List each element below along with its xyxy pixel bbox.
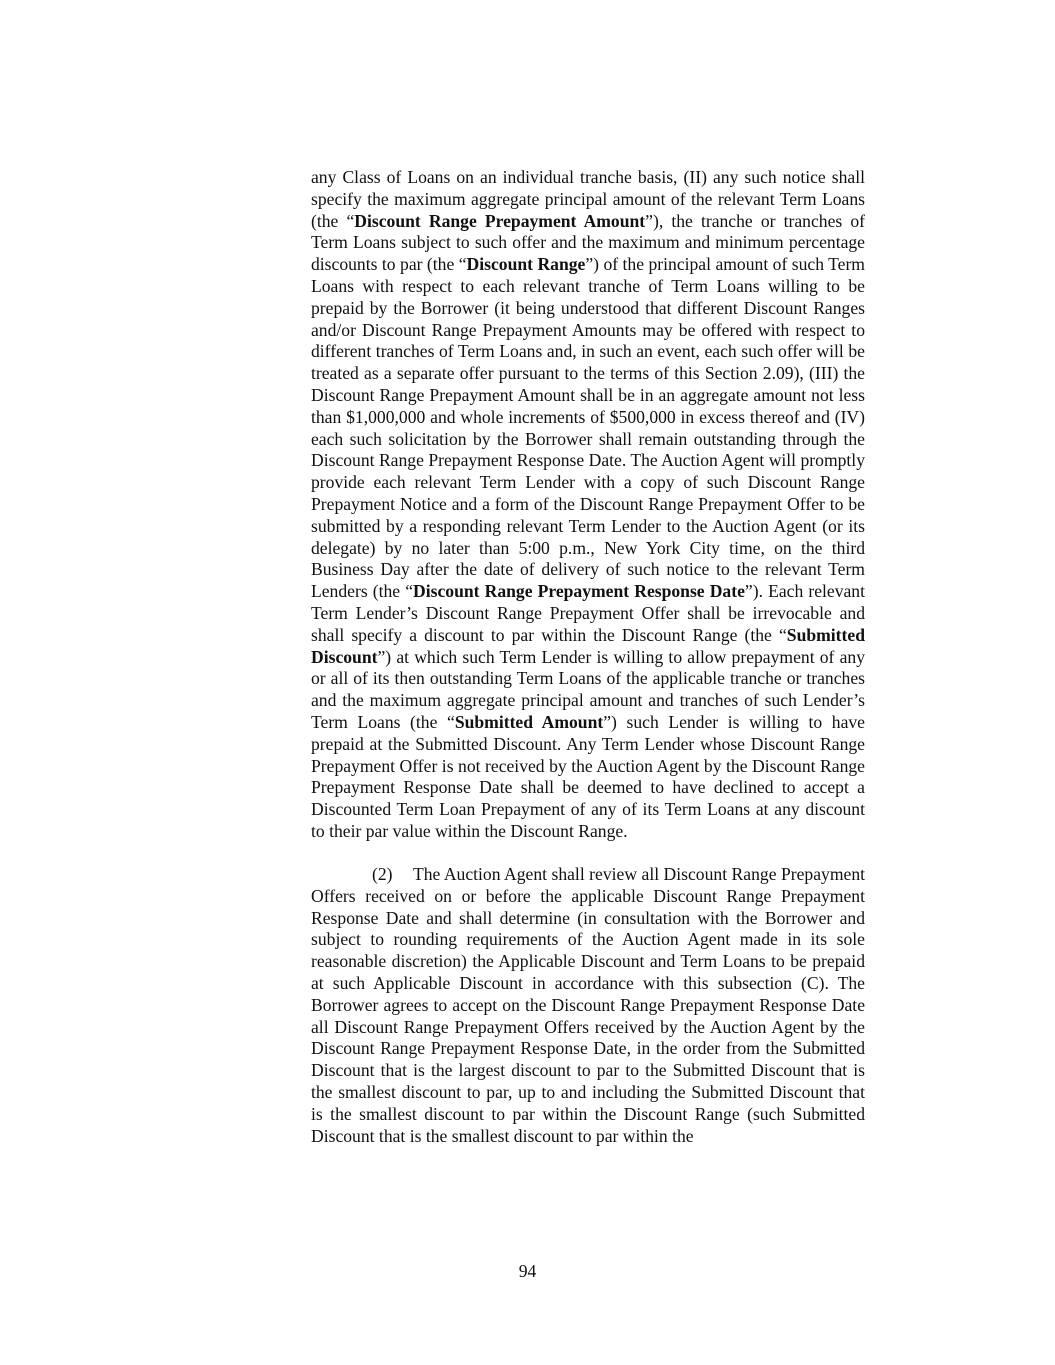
- document-body: [311, 167, 865, 1147]
- paragraph-1-text: ”) such Lender is willing to have prepaid at the Submitted Discount. Any Term Lender whose Discount Range Prepayment Offer is not received by the Auction Agent by the Discount Range Prepayment Response Date shall be deemed to have declined to accept a Discounted Term Loan Prepayment of any of its Term Loans at any discount to their par value within the Discount Range.: [311, 711, 865, 841]
- defined-term-submitted-amount: Submitted Amount: [454, 711, 604, 732]
- paragraph-1-text: ”). Each relevant Term Lender’s Discount Range Prepayment Offer shall be irrevocable and shall specify a discount to par within the Discount Range (the “: [311, 581, 865, 645]
- paragraph-1-text: any Class of Loans on an individual tranche basis, (II) any such notice shall specify the maximum aggregate principal amount of the relevant Term Loans (the “: [311, 167, 865, 231]
- paragraph-2-text: The Auction Agent shall review all Discount Range Prepayment Offers received on or before the applicable Discount Range Prepayment Response Date and shall determine (in consultation with the Borrower and subject to rounding requirements of the Auction Agent made in its sole reasonable discretion) the Applicable Discount and Term Loans to be prepaid at such Applicable Discount in accordance with this subsection (C). The Borrower agrees to accept on the Discount Range Prepayment Response Date all Discount Range Prepayment Offers received by the Auction Agent by the Discount Range Prepayment Response Date, in the order from the Submitted Discount that is the largest discount to par to the Submitted Discount that is the smallest discount to par, up to and including the Submitted Discount that is the smallest discount to par within the Discount Range (such Submitted Discount that is the smallest discount to par within the: [311, 864, 865, 1146]
- paragraph-2: [311, 864, 865, 1147]
- defined-term-discount-range: Discount Range: [466, 254, 586, 275]
- paragraph-1-text: ”) of the principal amount of such Term Loans with respect to each relevant tranche of Term Loans willing to be prepaid by the Borrower (it being understood that different Discount Ranges and/or Discount Range Prepayment Amounts may be offered with respect to different tranches of Term Loans and, in such an event, each such offer will be treated as a separate offer pursuant to the terms of this Section 2.09), (III) the Discount Range Prepayment Amount shall be in an aggregate amount not less than $1,000,000 and whole increments of $500,000 in excess thereof and (IV) each such solicitation by the Borrower shall remain outstanding through the Discount Range Prepayment Response Date. The Auction Agent will promptly provide each relevant Term Lender with a copy of such Discount Range Prepayment Notice and a form of the Discount Range Prepayment Offer to be submitted by a responding relevant Term Lender to the Auction Agent (or its delegate) by no later than 5:00 p.m., New York City time, on the third Business Day after the date of delivery of such notice to the relevant Term Lenders (the “: [311, 254, 865, 602]
- paragraph-1: [311, 167, 865, 843]
- defined-term-discount-range-prepayment-amount: Discount Range Prepayment Amount: [354, 210, 646, 231]
- paragraph-1-text: ”) at which such Term Lender is willing to allow prepayment of any or all of its then outstanding Term Loans of the applicable tranche or tranches and the maximum aggregate principal amount and tranches of such Lender’s Term Loans (the “: [311, 646, 865, 732]
- page-number: 94: [518, 1261, 537, 1281]
- defined-term-discount-range-prepayment-response-date: Discount Range Prepayment Response Date: [413, 581, 745, 602]
- paragraph-1-text: ”), the tranche or tranches of Term Loans subject to such offer and the maximum and minimum percentage discounts to par (the “: [311, 210, 865, 275]
- paragraph-2-number: (2): [372, 864, 393, 885]
- defined-term-submitted-discount: Submitted Discount: [311, 624, 865, 667]
